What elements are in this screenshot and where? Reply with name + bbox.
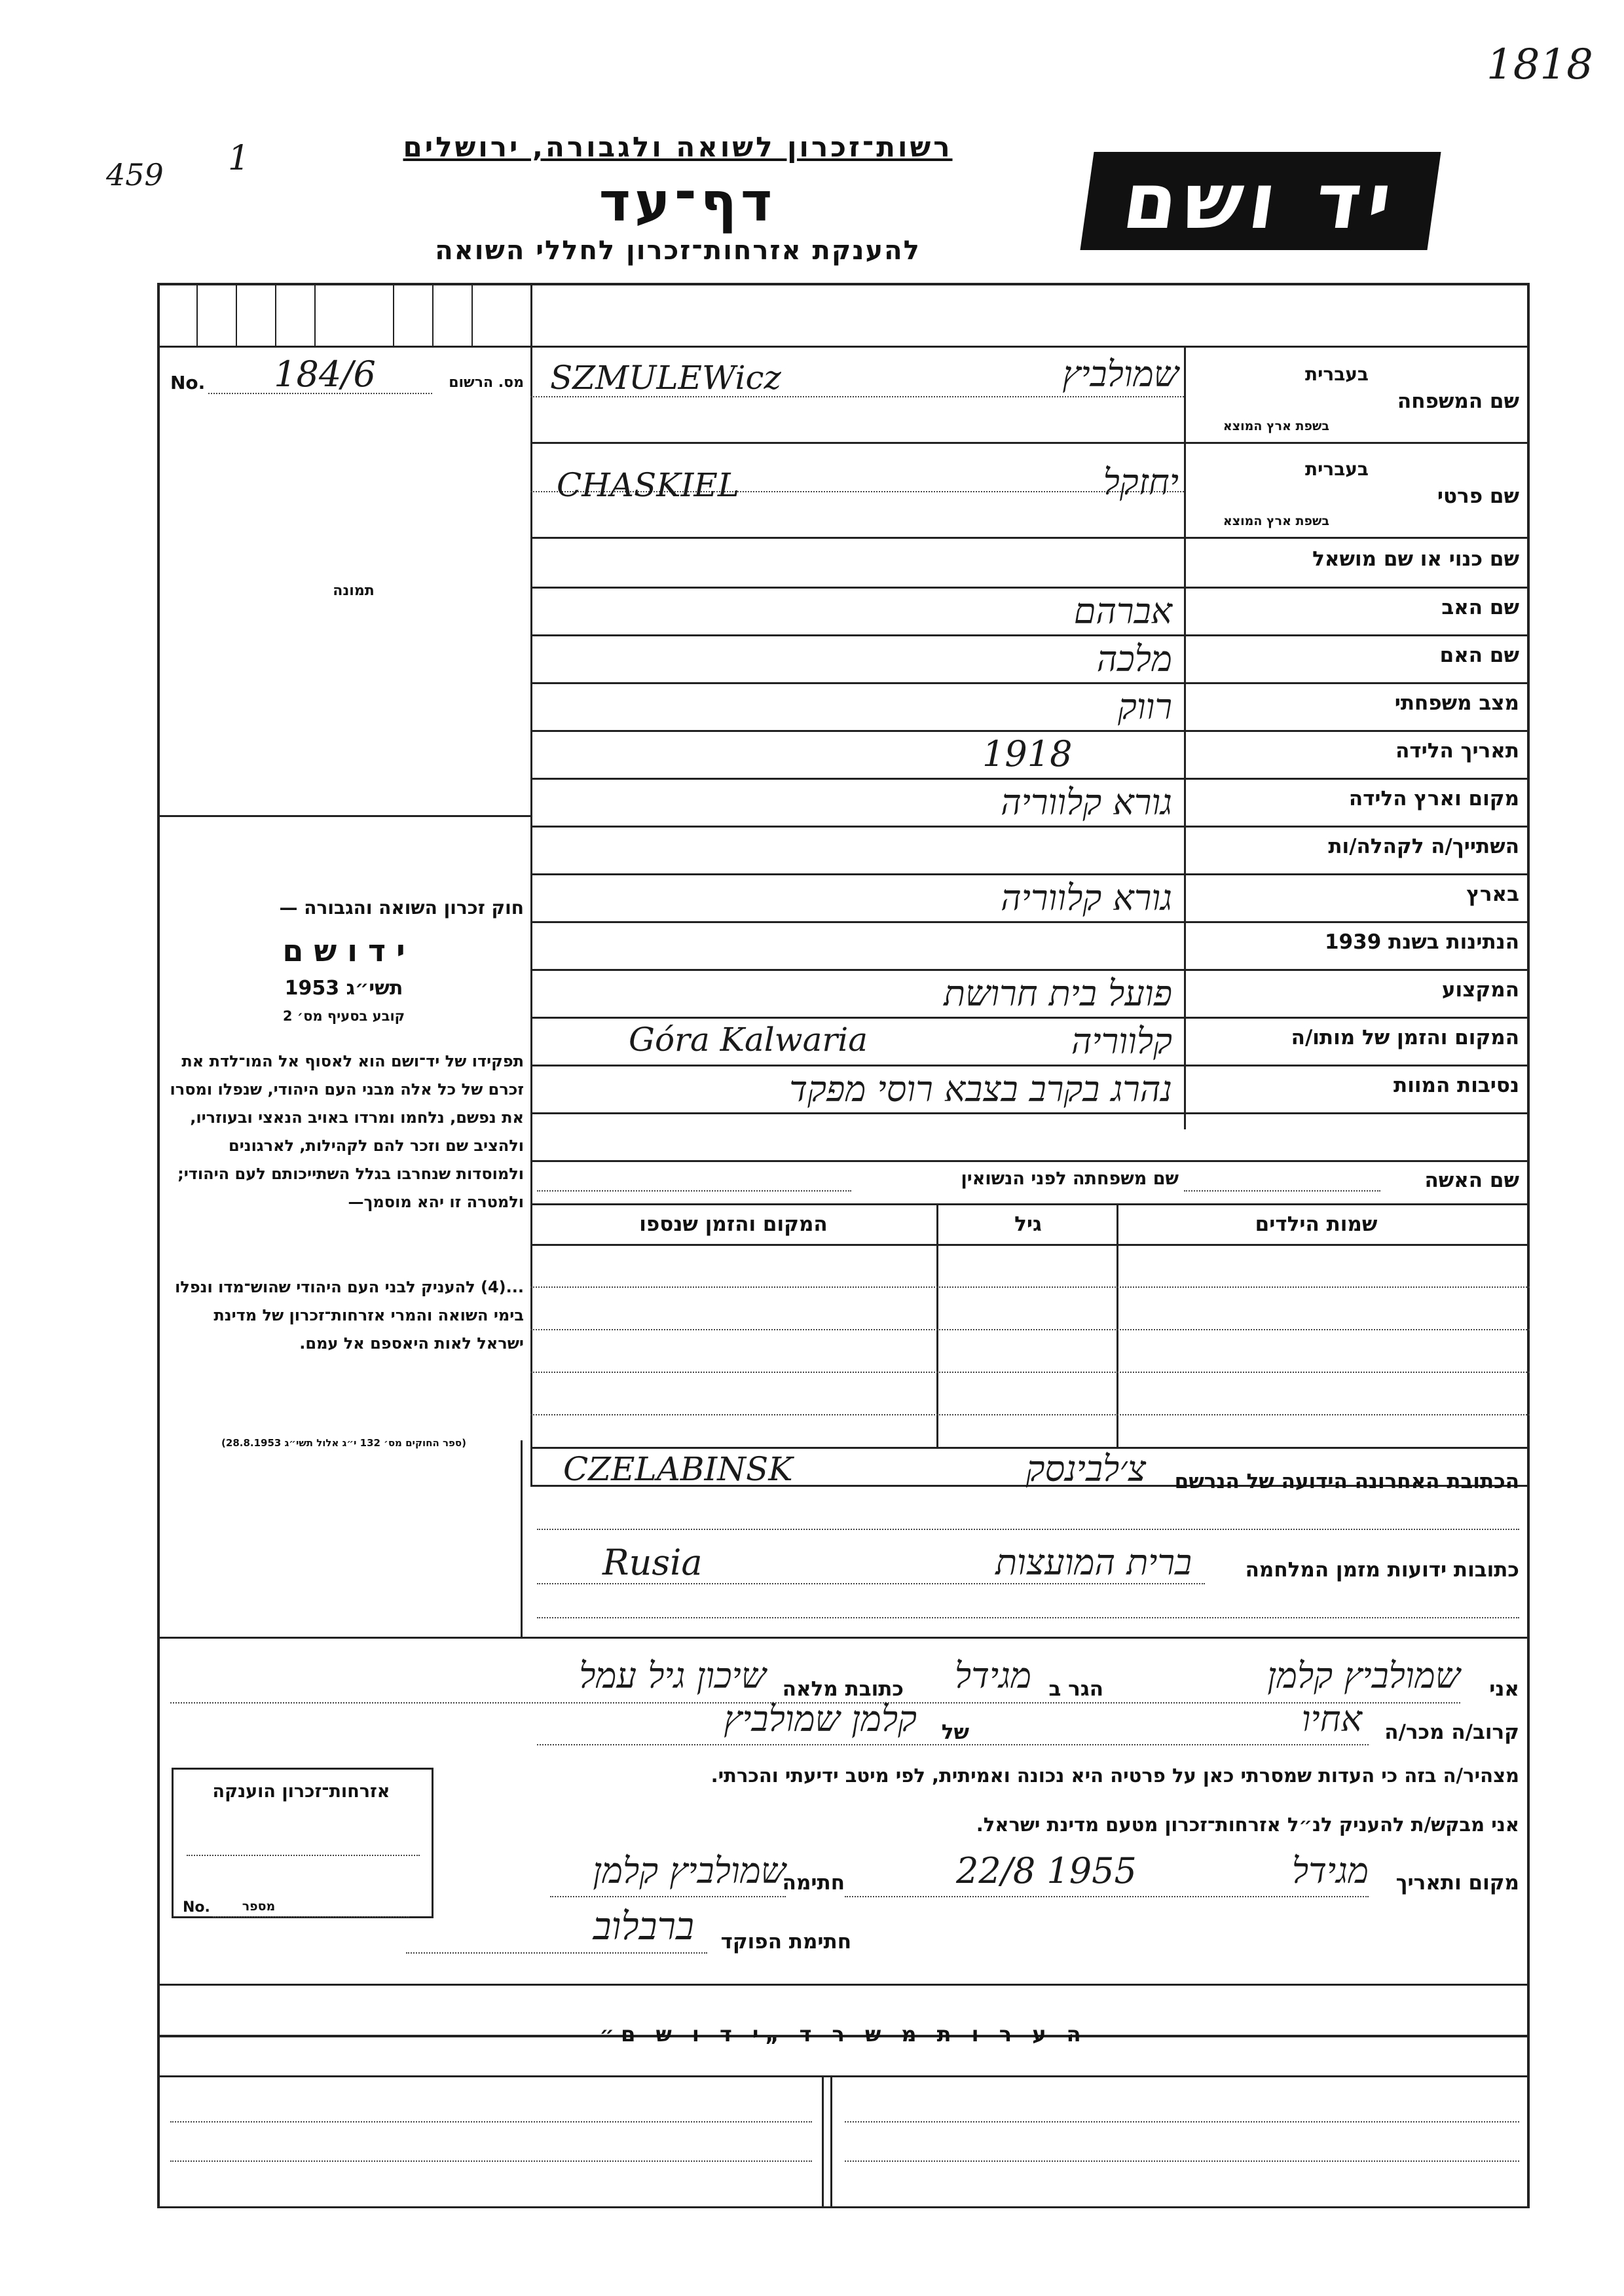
place-date-label: מקום ותאריך xyxy=(1395,1871,1519,1895)
death-place-latin-value: Góra Kalwaria xyxy=(629,1021,868,1059)
wife-label: שם האשה xyxy=(1424,1169,1519,1192)
country-value: גורא קלווריה xyxy=(1001,877,1172,919)
label-column-divider xyxy=(1184,346,1186,1129)
citizenship-box-no-label: No. xyxy=(183,1899,210,1916)
children-place-header: המקום והזמן שנספו xyxy=(639,1212,828,1236)
law-name: י ד ו ש ם xyxy=(282,933,405,968)
registration-label: מס. הרשום xyxy=(449,374,524,391)
full-address-label: כתובת מלאה xyxy=(782,1677,904,1701)
archive-number: 1818 xyxy=(1486,41,1593,89)
law-title: חוק זכרון השואה והגבורה — xyxy=(279,897,524,919)
birth-date-label: תאריך הלידה xyxy=(1395,739,1519,763)
marital-status-value: רווק xyxy=(1117,686,1172,727)
registration-no-label: No. xyxy=(170,372,206,393)
first-name-hebrew-value: יחזקל xyxy=(1103,462,1179,503)
country-label: בארץ xyxy=(1466,883,1519,906)
nickname-label: שם כנוי או שם מושאל xyxy=(1312,547,1519,571)
family-name-latin-value: SZMULEWicz xyxy=(550,359,781,397)
of-value: קלמן שמולביץ xyxy=(724,1698,917,1740)
officer-signature-label: חתימת הפוקד xyxy=(720,1930,851,1954)
declarant-name-value: שמולביץ קלמן xyxy=(1267,1655,1460,1696)
form-bottom xyxy=(157,2206,1530,2208)
wartime-address-hebrew-value: ברית המועצות xyxy=(995,1542,1192,1583)
community-label: השתייך/ה לקהלה/ות xyxy=(1328,835,1519,858)
last-address-hebrew-value: צ׳לבינסק xyxy=(1025,1448,1146,1489)
wartime-address-label: כתובות ידועות מזמן המלחמה xyxy=(1245,1558,1519,1582)
date-value: 22/8 1955 xyxy=(956,1850,1137,1891)
first-name-origin-label: בשפת ארץ המוצא xyxy=(1223,514,1329,528)
relation-label: קרוב/ה מכר/ה xyxy=(1384,1721,1519,1744)
mother-label: שם האם xyxy=(1439,644,1519,667)
page-subtitle: להענקת אזרחות־זכרון לחללי השואה xyxy=(435,236,921,266)
resides-value: מגידל xyxy=(954,1655,1031,1696)
page-title: דף־עד xyxy=(599,172,777,234)
profession-label: המקצוע xyxy=(1441,978,1519,1002)
wife-maiden-label: שם משפחתה לפני הנשואין xyxy=(961,1169,1179,1189)
father-value: אברהם xyxy=(1073,591,1172,632)
children-age-header: גיל xyxy=(1014,1212,1042,1236)
signature-label: חתימה xyxy=(782,1871,845,1895)
photo-area-bottom xyxy=(157,815,530,817)
of-label: של xyxy=(941,1721,969,1744)
law-paragraph-1: תפקידו של יד־ושם הוא לאסוף אל המו־לדת את זכרם של כל אלה מבני העם היהודי, שנפלו ומסרו את נפשם, נלחמו ומרדו באויב הנאצי ובעוזריו, ולהציב שם וזכר להם לקהילות, לארגונים ולמוסדות שנחרבו בגלל השתייכותם לעם היהודי; ולמטרה זו יהא מוסמך— xyxy=(170,1052,524,1211)
family-name-label: שם המשפחה xyxy=(1397,390,1519,413)
declaration-statement: מצהיר/ה בזה כי העדות שמסרתי כאן על פרטיה היא נכונה ואמיתית, לפי מיטב ידיעתי והכרתי. xyxy=(710,1764,1519,1787)
citizenship-box-title: אזרחות־זכרון הוענקה xyxy=(212,1781,390,1802)
last-address-label: הכתובת האחרונה הידועה של הנרשם xyxy=(1174,1470,1519,1493)
officer-signature-value: ברבלוב xyxy=(593,1904,694,1948)
birth-place-value: גורא קלווריה xyxy=(1001,782,1172,823)
first-name-label: שם פרטי xyxy=(1437,484,1519,508)
reference-number: 459 xyxy=(106,157,164,192)
wartime-address-latin-value: Rusia xyxy=(602,1542,703,1583)
full-address-value: שיכון גיל עמל xyxy=(579,1655,766,1696)
death-place-hebrew-value: קלווריה xyxy=(1071,1021,1172,1062)
registration-no-value: 184/6 xyxy=(274,354,376,395)
family-name-origin-label: בשפת ארץ המוצא xyxy=(1223,419,1329,433)
family-name-hebrew-value: שמולביץ xyxy=(1062,354,1179,395)
logo-text: יד ושם xyxy=(1117,156,1404,246)
citizenship-box-number-label: מספר xyxy=(242,1899,276,1914)
photo-label: תמונה xyxy=(333,583,375,599)
relation-value: אחיו xyxy=(1301,1698,1362,1740)
first-name-latin-value: CHASKIEL xyxy=(557,466,740,504)
declarant-i-label: אני xyxy=(1489,1677,1519,1701)
profession-value: פועל בית חרושת xyxy=(944,973,1172,1014)
reference-mark: 1 xyxy=(228,139,250,178)
law-year: תשי״ג 1953 xyxy=(284,977,403,1000)
resides-label: הגר ב xyxy=(1048,1677,1103,1701)
left-column-divider xyxy=(530,346,532,1485)
children-names-header: שמות הילדים xyxy=(1255,1212,1378,1236)
marital-status-label: מצב משפחתי xyxy=(1394,691,1519,715)
last-address-latin-value: CZELABINSK xyxy=(563,1450,793,1488)
citizenship-request: אני מבקש/ת להעניק לנ״ל אזרחות־זכרון מטעם מדינת ישראל. xyxy=(976,1813,1519,1836)
remarks-title: ה ע ר ו ת מ ש ר ד „י ד ו ש ם״ xyxy=(599,2022,1088,2047)
yad-vashem-logo xyxy=(1080,152,1441,250)
signature-value: שמולביץ קלמן xyxy=(593,1850,786,1891)
death-circumstances-label: נסיבות המוות xyxy=(1393,1074,1519,1097)
death-place-label: המקום והזמן של מותו/ה xyxy=(1291,1026,1519,1049)
death-circumstances-value: נהרג בקרב בצבא רוסי מפקד xyxy=(789,1068,1172,1110)
law-section: קובע בסעיף מס׳ 2 xyxy=(282,1008,405,1024)
birth-place-label: מקום וארץ הלידה xyxy=(1348,787,1519,811)
birth-date-value: 1918 xyxy=(982,733,1073,774)
family-name-hebrew-label: בעברית xyxy=(1304,363,1369,385)
citizenship-granted-box xyxy=(172,1768,434,1918)
father-label: שם האב xyxy=(1441,596,1519,619)
law-paragraph-2: ...(4) להעניק לבני העם היהודי שהוש־מדו ונפלו בימי השואה והמרי אזרחות־זכרון של מדינת ישראל לאות היאספם אל עמם. xyxy=(175,1278,524,1353)
place-value: מגידל xyxy=(1291,1850,1369,1891)
mother-value: מלכה xyxy=(1096,638,1172,680)
first-name-hebrew-label: בעברית xyxy=(1304,458,1369,480)
citizenship-1939-label: הנתינות בשנת 1939 xyxy=(1324,930,1519,954)
law-source: (ספר החוקים מס׳ 132 י״ג אלול תשי״ג 28.8.1953) xyxy=(221,1437,466,1449)
authority-title: רשות־זכרון לשואה ולגבורה, ירושלים xyxy=(403,131,953,163)
